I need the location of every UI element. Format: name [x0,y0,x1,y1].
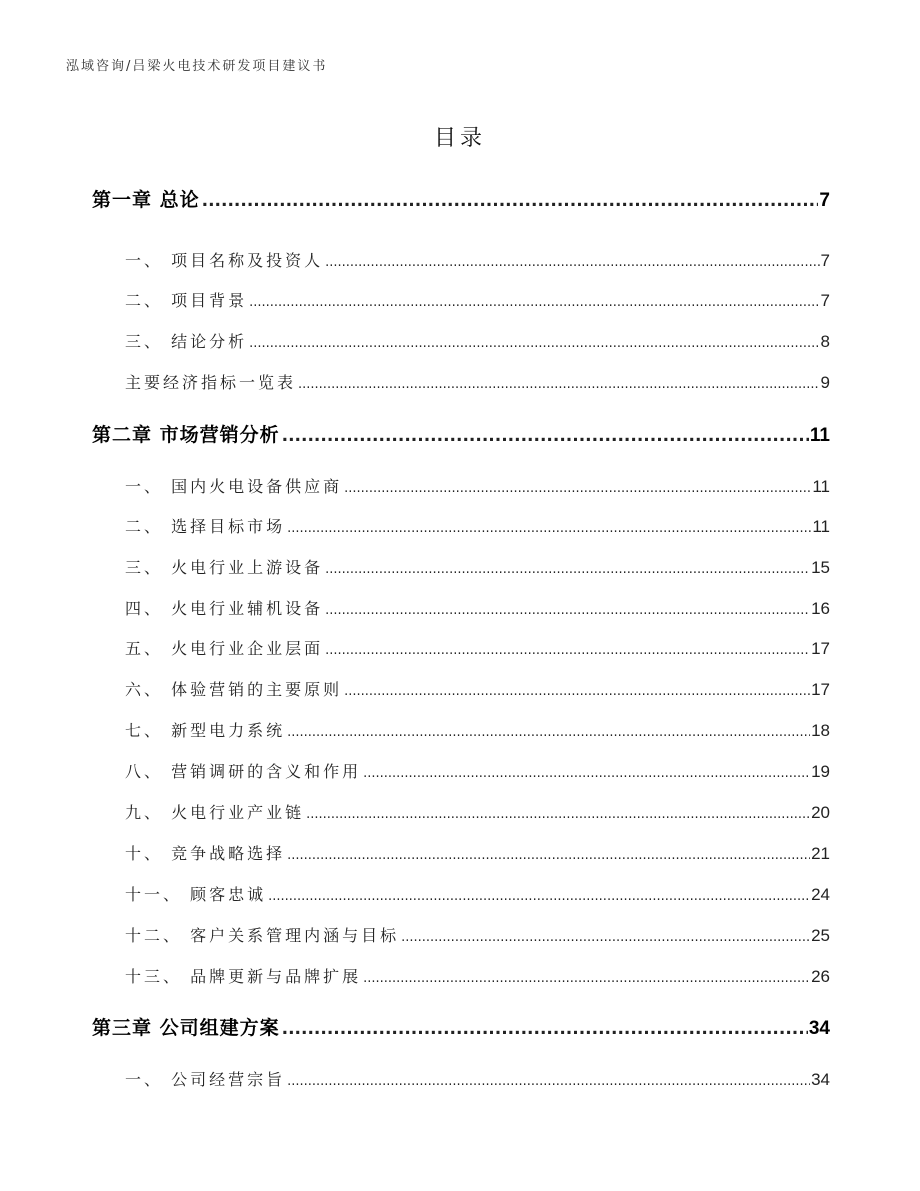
toc-entry-label: 第三章 公司组建方案 [92,1017,280,1039]
toc-section[interactable] [125,718,830,741]
dot-leader [298,377,820,392]
toc-entry-page: 24 [811,885,830,904]
toc-entry-page: 7 [820,251,830,270]
dot-leader [344,684,810,699]
dot-leader [268,889,810,904]
toc-entry-label: 三、 结论分析 [125,332,248,351]
toc-section[interactable] [125,370,830,393]
toc-section[interactable] [125,474,830,497]
toc-entry-label: 六、 体验营销的主要原则 [125,680,343,699]
dot-leader [287,848,810,863]
toc-entry-label: 三、 火电行业上游设备 [125,558,324,577]
toc-entry-page: 9 [820,373,830,392]
toc-entry-label: 一、 项目名称及投资人 [125,251,324,270]
toc-entry-label: 七、 新型电力系统 [125,721,286,740]
toc-section[interactable] [125,596,830,619]
toc-entry-page: 20 [811,803,830,822]
toc-entry-label: 四、 火电行业辅机设备 [125,599,324,618]
dot-leader [325,255,819,270]
dot-leader [344,481,811,496]
toc-section[interactable] [125,677,830,700]
dot-leader [363,766,810,781]
toc-entry-page: 15 [811,558,830,577]
toc-section[interactable] [125,1067,830,1090]
toc-entry-label: 主要经济指标一览表 [125,373,297,392]
toc-entry-page: 11 [812,477,830,496]
toc-entry-page: 17 [811,680,830,699]
toc-entry-page: 7 [819,190,830,211]
toc-entry-page: 7 [820,291,830,310]
toc-section[interactable] [125,964,830,987]
dot-leader [249,295,819,310]
dot-leader [287,521,811,536]
toc-section[interactable] [125,329,830,352]
toc-entry-page: 19 [811,762,830,781]
toc-entry-page: 8 [820,332,830,351]
toc-entry-page: 11 [812,517,830,536]
toc-section[interactable] [125,882,830,905]
toc-chapter-1[interactable] [92,185,830,212]
toc-section[interactable] [125,514,830,537]
toc-entry-page: 34 [811,1070,830,1089]
toc-section[interactable] [125,841,830,864]
dot-leader [287,1074,810,1089]
toc-title: 目录 [433,126,486,151]
toc-section[interactable] [125,248,830,271]
toc-entry-label: 一、 国内火电设备供应商 [125,477,343,496]
toc-entry-page: 17 [811,639,830,658]
toc-section[interactable] [125,800,830,823]
toc-entry-page: 34 [808,1018,830,1039]
dot-leader [363,971,810,986]
toc-entry-page: 25 [811,926,830,945]
toc-section[interactable] [125,636,830,659]
toc-entry-page: 11 [809,425,830,446]
dot-leader [325,562,810,577]
toc-chapter-3[interactable] [92,1013,830,1040]
dot-leader [401,930,810,945]
toc-entry-label: 第二章 市场营销分析 [92,424,280,446]
toc-section[interactable] [125,923,830,946]
toc-entry-label: 五、 火电行业企业层面 [125,639,324,658]
toc-section[interactable] [125,759,830,782]
toc-entry-page: 18 [811,721,830,740]
dot-leader [325,643,810,658]
toc-entry-label: 十三、 品牌更新与品牌扩展 [125,967,362,986]
toc-entry-page: 21 [811,844,830,863]
toc-section[interactable] [125,288,830,311]
toc-entry-label: 一、 公司经营宗旨 [125,1070,286,1089]
dot-leader [306,807,810,822]
toc-entry-label: 二、 选择目标市场 [125,517,286,536]
toc-chapter-2[interactable] [92,420,830,447]
document-header: 泓域咨询/吕梁火电技术研发项目建议书 [66,59,328,74]
dot-leader [325,603,810,618]
toc-entry-label: 八、 营销调研的含义和作用 [125,762,362,781]
dot-leader [202,191,819,211]
dot-leader [249,336,819,351]
toc-entry-label: 第一章 总论 [92,189,200,211]
toc-entry-label: 九、 火电行业产业链 [125,803,305,822]
toc-section[interactable] [125,555,830,578]
toc-entry-label: 十二、 客户关系管理内涵与目标 [125,926,400,945]
toc-entry-label: 十、 竞争战略选择 [125,844,286,863]
toc-entry-page: 16 [811,599,830,618]
toc-entry-page: 26 [811,967,830,986]
toc-entry-label: 十一、 顾客忠诚 [125,885,267,904]
dot-leader [287,725,810,740]
dot-leader [282,426,809,446]
dot-leader [282,1019,808,1039]
toc-entry-label: 二、 项目背景 [125,291,248,310]
